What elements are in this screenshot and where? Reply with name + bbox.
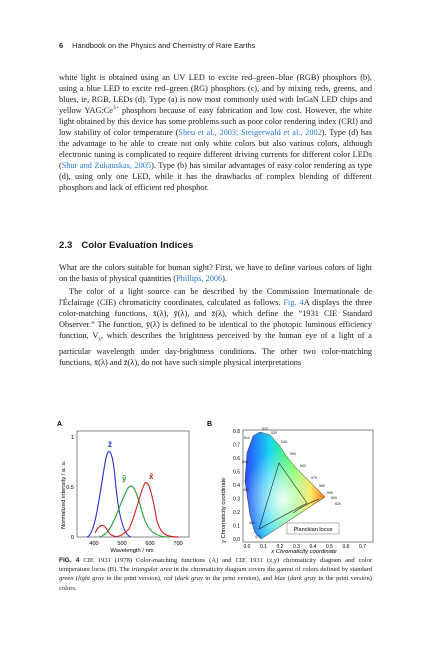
- panel-a-x-tick: 400: [89, 541, 99, 547]
- paragraph-text: A displays the three color-matching functions, x̄(λ), ȳ(λ), and z̄(λ), which define the “1931 CIE Standard Observer.” The function, ȳ(λ) is defined to be identical to the photopic luminous efficiency function, V: [59, 298, 372, 340]
- panel-b: [207, 421, 373, 555]
- paragraph-text: ). Type (d) has the advantage to be able to create not only white colors but also various colors, although electronic tuning is complicated to require different driving currents for different color LEDs (: [59, 128, 372, 170]
- caption-italic: red: [163, 575, 173, 583]
- running-title: Handbook on the Physics and Chemistry of Rare Earths: [72, 41, 256, 50]
- panel-a-label: A: [57, 421, 63, 428]
- panel-b-y-tick: 0.6: [233, 456, 240, 462]
- caption-italic: blue: [274, 575, 286, 583]
- panel-b-x-tick: 0.2: [276, 544, 284, 550]
- panel-b-ylabel: y Chromaticity coordinate: [221, 477, 227, 543]
- caption-text: in the chromaticity diagram covers the gamut of colors defined by standard: [171, 566, 372, 574]
- locus-wavelength-label: 500: [242, 460, 248, 464]
- panel-b-x-tick: 0.3: [293, 544, 300, 550]
- z-bar-label: z̄: [108, 440, 112, 449]
- panel-b-x-tick: 0.4: [309, 544, 317, 550]
- panel-a-y-tick: 0.5: [66, 485, 74, 491]
- caption-italic: light gray: [78, 575, 105, 583]
- panel-b-x-tick: 0.1: [260, 544, 267, 550]
- running-header: [59, 41, 255, 50]
- caption-text: (: [172, 575, 177, 583]
- panel-a-frame: [77, 431, 189, 537]
- section-heading: [59, 240, 193, 251]
- panel-b-x-tick: 0.6: [342, 544, 350, 550]
- panel-a-x-tick: 600: [145, 541, 155, 547]
- locus-wavelength-label: 530: [271, 431, 277, 435]
- caption-text: in the print version), and: [202, 575, 275, 583]
- locus-wavelength-label: 590: [327, 491, 333, 495]
- section-number: 2.3: [59, 240, 73, 251]
- caption-italic: dark gray: [290, 575, 317, 583]
- panel-b-y-tick: 0.0: [233, 537, 240, 543]
- figure-label: FIG. 4: [59, 557, 80, 564]
- panel-b-y-tick: 0.3: [233, 496, 240, 503]
- panel-b-y-tick: 0.7: [233, 442, 240, 449]
- caption-italic: dark gray: [176, 575, 203, 583]
- locus-wavelength-label: 510: [244, 436, 250, 440]
- y-bar-label: ȳ: [122, 474, 127, 483]
- paragraph-text: white light is obtained using an UV LED to excite red–green–blue (RGB) phosphors (b), using a blue LED to excite red–green (RG) phosphors (c), and by mixing reds, greens, and blues, ie, RGB, LEDs (d). Type (a) is now most commonly used with InGaN LED chips and yellow YAG:Ce: [59, 73, 372, 115]
- citation-link[interactable]: Phillips, 2006: [176, 274, 223, 283]
- locus-wavelength-label: 580: [319, 484, 325, 488]
- panel-b-y-tick: 0.5: [233, 469, 240, 476]
- locus-wavelength-label: 470: [255, 535, 261, 539]
- panel-a-ylabel: Normalized intensity / a. u.: [61, 460, 67, 529]
- caption-text: in the print version),: [104, 575, 164, 583]
- panel-b-x-tick: 0.7: [359, 544, 366, 550]
- panel-b-y-tick: 0.1: [233, 523, 240, 530]
- paragraph-cie: [59, 286, 372, 368]
- x-bar-curve: [95, 482, 179, 537]
- panel-a-x-tick: 500: [117, 541, 127, 547]
- panel-b-y-tick: 0.2: [233, 510, 240, 516]
- paragraph-text: The color of a light source can be described by the Commission Internationale de l'Éclairage (CIE) chromaticity coordinates, calculated as follows.: [59, 287, 372, 307]
- section-title: Color Evaluation Indices: [81, 240, 194, 251]
- caption-italic: green: [59, 575, 74, 583]
- paragraph-white-light: [59, 72, 372, 193]
- caption-text: (: [73, 575, 79, 583]
- planckian-label: Planckian locus: [293, 527, 333, 533]
- page-number: 6: [59, 41, 64, 50]
- x-bar-label: x̄: [149, 472, 154, 481]
- caption-text: CIE 1931 (1978) Color-matching functions (A) and CIE 1931 (x,y) chromaticity diagram and color temperature locus (B). The: [59, 557, 372, 574]
- paragraph-text: ). Type (b) has similar advantages of easy color rendering as type (d), using only one LED, while it has the drawbacks of complex blending of different phosphors and lack of efficient red phosphor.: [59, 161, 372, 192]
- locus-wavelength-label: 570: [311, 476, 317, 480]
- superscript: 3+: [113, 105, 119, 112]
- panel-a-y-tick: 1: [70, 435, 74, 441]
- locus-wavelength-label: 520: [262, 427, 268, 431]
- locus-wavelength-label: 560: [300, 464, 306, 468]
- caption-text: in the print version) colors.: [59, 575, 372, 592]
- figure-caption: [59, 556, 372, 593]
- paragraph-text: , which describes the brightness perceived by the human eye of a light of a particular wavelength under day-brightness conditions. The other two color-matching functions, x̄(λ) and z̄(λ), do not have such simple physical interpretations: [59, 331, 372, 367]
- figure-reference-link[interactable]: Fig. 4: [283, 298, 304, 307]
- panel-b-y-tick: 0.4: [233, 483, 240, 489]
- panel-a: [57, 421, 189, 554]
- panel-b-y-tick: 0.8: [233, 429, 240, 435]
- caption-italic: triangular area: [131, 566, 172, 574]
- locus-wavelength-label: 550: [290, 452, 296, 456]
- locus-wavelength-label: 490: [243, 488, 249, 492]
- y-bar-curve: [99, 486, 169, 537]
- locus-wavelength-label: 600: [331, 496, 337, 500]
- citation-link[interactable]: Shur and Zukauskas, 2005: [61, 161, 152, 170]
- panel-a-xlabel: Wavelength / nm: [110, 548, 154, 554]
- panel-b-xlabel: x Chromaticity coordinate: [271, 549, 337, 555]
- citation-link[interactable]: Sheu et al., 2003; Steigerwald et al., 2002: [178, 128, 322, 137]
- panel-b-x-tick: 0.5: [326, 544, 333, 550]
- caption-text: (: [285, 575, 291, 583]
- panel-a-y-tick: 0: [70, 535, 74, 541]
- locus-wavelength-label: 620: [335, 502, 341, 506]
- figure-svg: [57, 417, 377, 555]
- locus-wavelength-label: 540: [281, 440, 287, 444]
- paragraph-text: ).: [222, 274, 228, 283]
- paragraph-colors-question: [59, 262, 372, 284]
- locus-wavelength-label: 480: [249, 521, 255, 525]
- paragraph-text: What are the colors suitable for human sight? First, we have to define various colors of light on the basis of physical quantities (: [59, 263, 372, 283]
- figure-4: [57, 417, 377, 560]
- panel-a-x-tick: 700: [173, 541, 183, 547]
- panel-b-label: B: [207, 421, 213, 428]
- subscript: λ: [98, 336, 101, 343]
- paragraph-text: phosphors because of easy fabrication and low cost. However, the white light obtained by this device has some problems such as poor color rendering index (CRI) and low stability of color temperature (: [59, 106, 372, 137]
- panel-b-x-tick: 0.0: [243, 544, 251, 550]
